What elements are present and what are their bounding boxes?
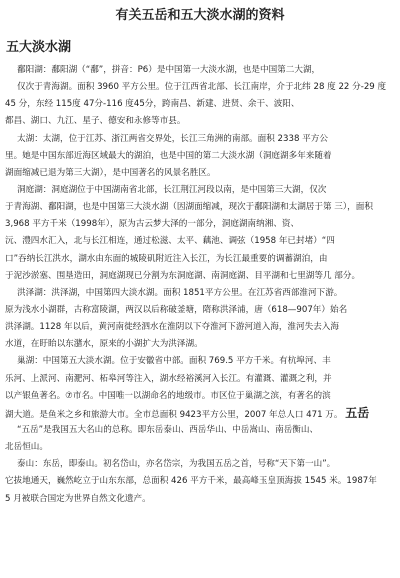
text-line: 口”吞纳长江洪水，湖水由东面的城陵矶附近注入长江，为长江最重要的调蓄湖泊，由 [5, 253, 328, 264]
text-line: 于泥沙淤塞、围垦造田，洞庭湖现已分割为东洞庭湖、南洞庭湖、目平湖和七里湖等几 部分。 [5, 270, 361, 281]
text-line-body: 湖大道。是鱼米之乡和旅游大市。全市总面积 9423平方公里，2007 年总人口 471 万。 [5, 409, 343, 420]
text-line: 里。她是中国东部近海区域最大的湖泊，也是中国的第二大淡水湖（洞庭湖多年来随着 [5, 150, 332, 161]
page-title: 有关五岳和五大淡水湖的资料 [115, 8, 285, 23]
paragraph-chao-lake [5, 353, 395, 422]
text-line [5, 405, 395, 422]
document-body [5, 62, 395, 508]
text-line: 太湖：太湖，位于江苏、浙江两省交界处，长江三角洲的南部。面积 2338 平方公 [17, 133, 328, 144]
text-line: 鄱阳湖：鄱阳湖（“鄱”，拼音：P6）是中国第一大淡水湖，也是中国第二大湖， [17, 65, 321, 75]
text-line: 乐河、上派河、南淝河、柘皋河等注入，湖水经裕溪河入长江。有灌溉、灌溉之利，并 [5, 373, 332, 384]
text-line: 沅、澧四水汇入，北与长江相连，通过松滋、太平、藕池、调弦（1958 年已封堵）“四 [5, 236, 335, 247]
paragraph-poyang-lake [5, 62, 395, 131]
text-line: 仅次于青海湖。面积 3960 平方公里。位于江西省北部、长江南岸，介于北纬 28 度 22 分-29 度 [17, 82, 387, 93]
text-line: 于青海湖、鄱阳湖，也是中国第三大淡水湖（因湖面缩减，现次于鄱阳湖和太湖居于第 三），面积 [5, 202, 373, 213]
text-line: 洞庭湖：洞庭湖位于中国湖南省北部，长江荆江河段以南，是中国第三大湖，仅次 [17, 184, 327, 195]
text-line: 原为浅水小湖群，古称富陵湖，两汉以后称破釜塘，隋称洪泽浦，唐（618—907年）始名 [5, 304, 348, 315]
heading-five-mountains: 五岳 [345, 405, 370, 420]
text-line: 北岳恒山。 [5, 442, 48, 453]
text-line: 它拔地通天，巍然屹立于山东东部，总面积 426 平方千米，最高峰玉皇顶海拔 1545 米。1987年 [5, 476, 377, 487]
paragraph-tai-lake [5, 131, 395, 182]
text-line: 3,968 平方千米（1998年），原为古云梦大泽的一部分，洞庭湖南纳湘、资、 [5, 219, 300, 230]
text-line: 45 分，东经 115度 47分-116 度45分，跨南昌、新建、进贤、余干、波阳、 [5, 99, 300, 110]
text-line: “五岳”是我国五大名山的总称。即东岳泰山、西岳华山、中岳嵩山、南岳衡山、 [17, 424, 319, 435]
text-line: 都昌、湖口、九江、星子、德安和永修等市县。 [5, 116, 186, 127]
text-line: 洪泽湖。1128 年以后，黄河南徙经泗水在淮阴以下夺淮河下游河道入海，淮河失去入海 [5, 322, 339, 333]
paragraph-mount-tai [5, 456, 395, 507]
text-line: 5 月被联合国定为世界自然文化遗产。 [5, 493, 151, 504]
section-heading: 五大淡水湖 [6, 40, 72, 55]
text-line: 以产银鱼著名。⑦市名。中国唯一以湖命名的地级市。市区位于巢湖之滨，有著名的滨 [5, 390, 331, 401]
paragraph-dongting-lake [5, 182, 395, 285]
paragraph-hongze-lake [5, 285, 395, 354]
text-line: 湖面缩减已退为第三大湖），是中国著名的风景名胜区。 [5, 167, 216, 178]
text-line: 巢湖：中国第五大淡水湖。位于安徽省中部。面积 769.5 平方千米。有杭埠河、丰 [17, 356, 331, 367]
text-line: 洪泽湖：洪泽湖，中国第四大淡水湖。面积 1851平方公里。在江苏省西部淮河下游。 [17, 287, 343, 298]
paragraph-five-mountains [5, 422, 395, 456]
text-line: 水道，在盱眙以东潴水，原来的小湖扩大为洪泽湖。 [5, 339, 203, 350]
text-line: 泰山：东岳，即泰山。初名岱山，亦名岱宗，为我国五岳之首，号称“天下第一山”。 [17, 459, 336, 470]
